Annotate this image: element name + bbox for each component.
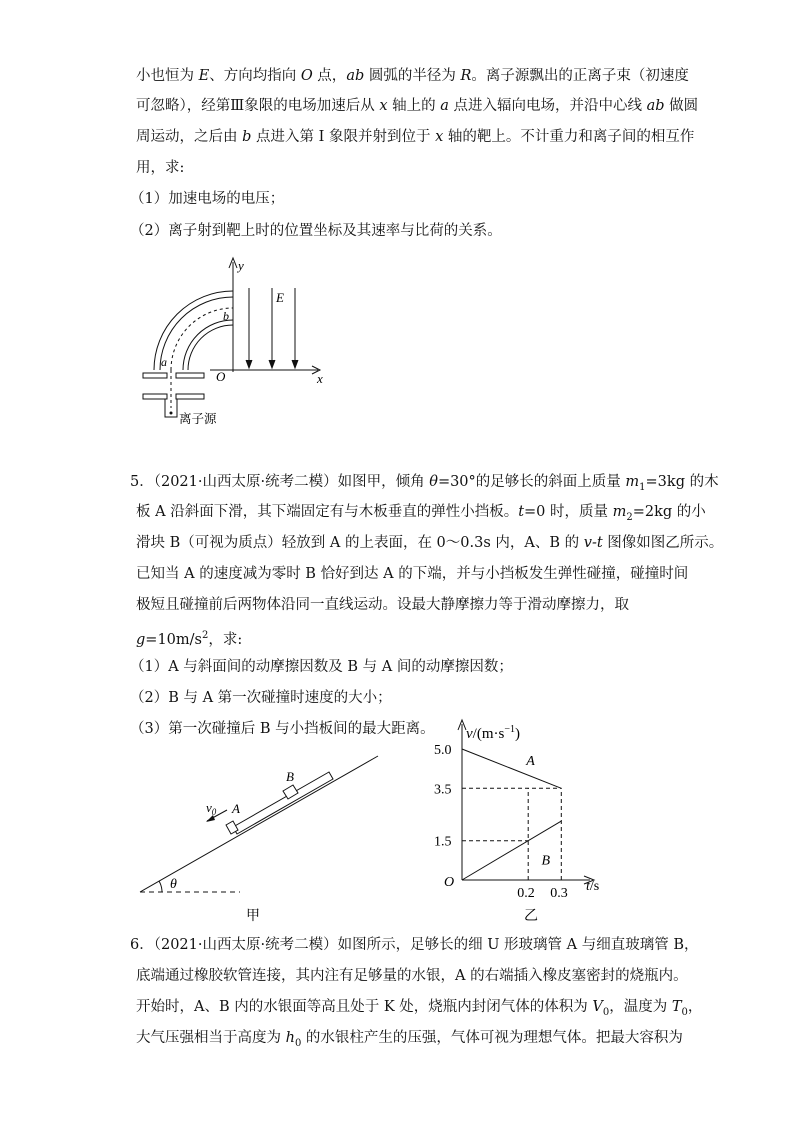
p5-line-1: 5．（2021·山西太原·统考二模）如图甲，倾角 θ=30°的足够长的斜面上质量 $m_1=3kg$ 的木 — [130, 474, 719, 493]
p5-line-2: 板 A 沿斜面下滑，其下端固定有与木板垂直的弹性小挡板。t=0 时，质量 $m_2=2kg$ 的小 — [136, 504, 706, 523]
p5-line-4: 已知当 A 的速度减为零时 B 恰好到达 A 的下端，并与小挡板发生弹性碰撞，碰撞时间 — [136, 566, 689, 582]
block-b-label: B — [286, 769, 294, 784]
x-tick-label: 0.2 — [517, 886, 535, 901]
y-tick-label: 3.5 — [434, 782, 452, 798]
series-label-b: B — [541, 853, 551, 869]
theta-label: θ — [170, 877, 177, 892]
v0-label: $v_0$ — [206, 800, 217, 817]
y-tick-label: 1.5 — [434, 834, 452, 850]
origin-label: O — [444, 875, 455, 890]
p5-line-3: 滑块 B（可视为质点）轻放到 A 的上表面，在 0～0.3s 内，A、B 的 v-t 图像如图乙所示。 — [136, 535, 724, 551]
p6-line-4: 大气压强相当于高度为 $h_0$ 的水银柱产生的压强，气体可视为理想气体。把最大容积为 — [136, 1030, 683, 1049]
p5-question-3: （3）第一次碰撞后 B 与小挡板间的最大距离。 — [130, 721, 435, 737]
point-a-label: a — [161, 355, 167, 369]
point-b-label: b — [223, 309, 229, 323]
p4-line-4: 用，求: — [136, 160, 185, 176]
p4-line-2: 可忽略），经第Ⅲ象限的电场加速后从 x 轴上的 a 点进入辐向电场，并沿中心线 ab 做圆 — [136, 98, 699, 114]
field-label: E — [276, 290, 284, 305]
p6-line-1: 6．（2021·山西太原·统考二模）如图所示，足够长的细 U 形玻璃管 A 与细直玻璃管 B， — [130, 937, 699, 953]
y-tick-label: 5.0 — [434, 743, 452, 758]
y-axis-label: y — [238, 258, 244, 273]
caption-yi: 乙 — [524, 909, 538, 924]
series-label-a: A — [526, 754, 535, 770]
series-line-b — [462, 821, 561, 880]
p4-question-2: （2）离子射到靶上时的位置坐标及其速率与比荷的关系。 — [130, 223, 502, 239]
board-a-label: A — [232, 801, 240, 816]
p5-question-2: （2）B 与 A 第一次碰撞时速度的大小； — [130, 690, 392, 706]
p5-question-1: （1）A 与斜面间的动摩擦因数及 B 与 A 间的动摩擦因数； — [130, 659, 513, 675]
ion-source-label: 离子源 — [179, 412, 217, 426]
p6-line-2: 底端通过橡胶软管连接，其内注有足够量的水银，A 的右端插入橡皮塞密封的烧瓶内。 — [136, 968, 688, 984]
p4-line-3: 周运动，之后由 b 点进入第 Ⅰ 象限并射到位于 x 轴的靶上。不计重力和离子间的相互作 — [136, 129, 695, 145]
series-line-a — [462, 749, 561, 788]
x-axis-label: x — [317, 371, 323, 386]
x-tick-label: 0.3 — [550, 886, 568, 901]
p4-question-1: （1）加速电场的电压； — [130, 191, 285, 207]
p5-line-6: $g=10m/s^2$，求: — [136, 630, 243, 648]
caption-jia: 甲 — [246, 909, 260, 924]
p6-line-3: 开始时，A、B 内的水银面等高且处于 K 处，烧瓶内封闭气体的体积为 $V_0$，温度为 $T_0$， — [136, 999, 703, 1018]
origin-label: O — [216, 369, 226, 384]
y-axis-title: $v/(m\cdot s^{-1})$ — [466, 724, 520, 742]
p4-line-1: 小也恒为 E、方向均指向 O 点，ab 圆弧的半径为 R。离子源飘出的正离子束（初速度 — [136, 68, 689, 84]
p5-line-5: 极短且碰撞前后两物体沿同一直线运动。设最大静摩擦力等于滑动摩擦力，取 — [136, 597, 629, 613]
x-axis-title: t/s — [586, 879, 600, 894]
